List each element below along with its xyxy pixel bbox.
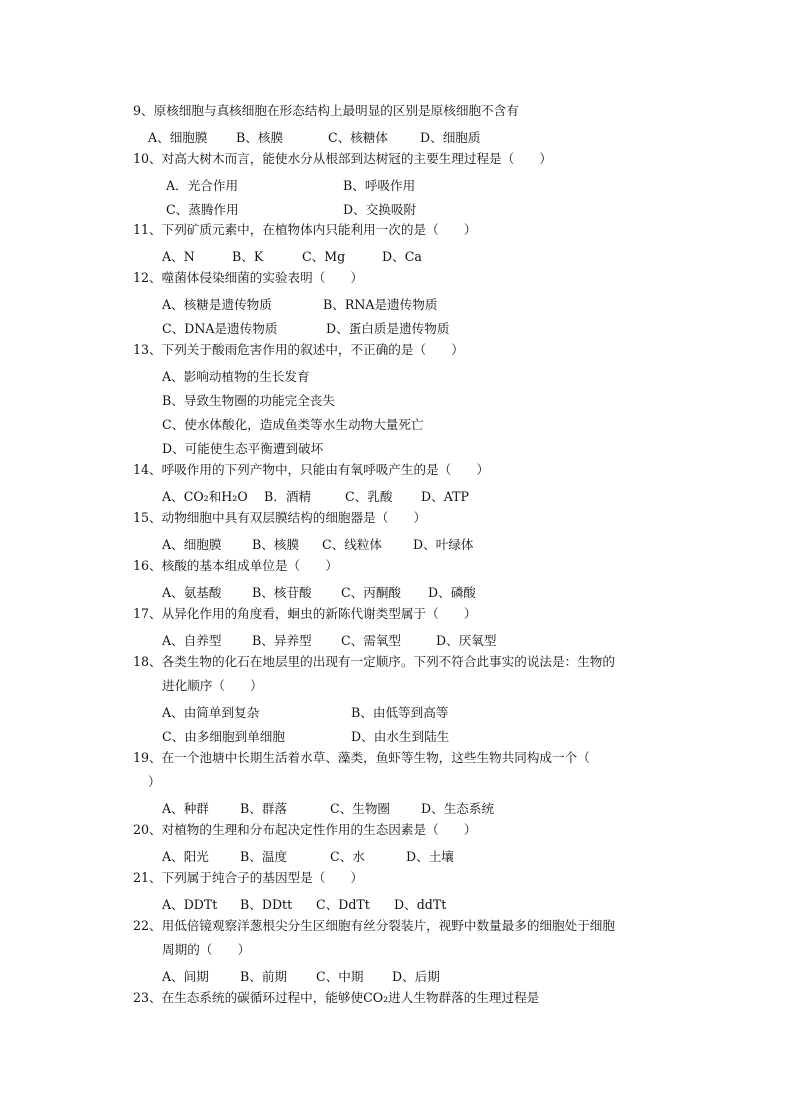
q13-option-d: D、可能使生态平衡遭到破坏 — [162, 441, 324, 456]
q22-option-c: C、中期 — [316, 969, 364, 984]
question-9-stem: 9、原核细胞与真核细胞在形态结构上最明显的区别是原核细胞不含有 — [133, 103, 519, 118]
q11-option-a: A、N — [162, 249, 195, 264]
q15-option-a: A、细胞膜 — [162, 537, 222, 552]
q16-option-a: A、氨基酸 — [162, 585, 222, 600]
q9-option-c: C、核糖体 — [328, 130, 389, 145]
q22-option-b: B、前期 — [240, 969, 288, 984]
question-18-stem-continued: 进化顺序（ ） — [162, 678, 263, 693]
q18-option-a: A、由简单到复杂 — [162, 705, 260, 720]
q17-option-a: A、自养型 — [162, 633, 222, 648]
q10-option-d: D、交换吸附 — [343, 202, 417, 217]
question-12-stem: 12、噬菌体侵染细菌的实验表明（ ） — [133, 270, 364, 285]
question-11-stem: 11、下列矿质元素中，在植物体内只能利用一次的是（ ） — [133, 222, 477, 237]
q21-option-b: B、DDtt — [240, 897, 293, 912]
q20-option-d: D、土壤 — [406, 849, 454, 864]
question-23-stem: 23、在生态系统的碳循环过程中，能够使CO₂进人生物群落的生理过程是 — [133, 990, 540, 1005]
q11-option-b: B、K — [232, 249, 264, 264]
q18-option-d: D、由水生到陆生 — [351, 729, 450, 744]
question-15-stem: 15、动物细胞中具有双层膜结构的细胞器是（ ） — [133, 510, 427, 525]
q13-option-a: A、影响动植物的生长发育 — [162, 369, 310, 384]
q20-option-b: B、温度 — [240, 849, 288, 864]
q16-option-d: D、磷酸 — [428, 585, 476, 600]
question-13-stem: 13、下列关于酸雨危害作用的叙述中，不正确的是（ ） — [133, 342, 464, 357]
q13-option-c: C、使水体酸化，造成鱼类等水生动物大量死亡 — [162, 417, 424, 432]
question-14-stem: 14、呼吸作用的下列产物中，只能由有氧呼吸产生的是（ ） — [133, 462, 490, 477]
q14-option-b: B．酒精 — [264, 489, 312, 504]
q22-option-d: D、后期 — [392, 969, 440, 984]
q15-option-b: B、核膜 — [252, 537, 300, 552]
q19-option-a: A、种群 — [162, 801, 209, 816]
q20-option-a: A、阳光 — [162, 849, 209, 864]
q12-option-a: A、核糖是遗传物质 — [162, 297, 272, 312]
q16-option-c: C、丙酮酸 — [341, 585, 402, 600]
q14-option-a: A、CO₂和H₂O — [162, 489, 248, 504]
question-21-stem: 21、下列属于纯合子的基因型是（ ） — [133, 870, 364, 885]
q18-option-c: C、由多细胞到单细胞 — [162, 729, 285, 744]
question-20-stem: 20、对植物的生理和分布起决定性作用的生态因素是（ ） — [133, 822, 477, 837]
question-19-stem-continued: ） — [148, 774, 161, 789]
q14-option-d: D、ATP — [421, 489, 469, 504]
q10-option-c: C、蒸腾作用 — [166, 202, 239, 217]
question-18-stem: 18、各类生物的化石在地层里的出现有一定顺序。下列不符合此事实的说法是：生物的 — [133, 654, 615, 669]
q13-option-b: B、导致生物圈的功能完全丧失 — [162, 393, 335, 408]
q17-option-c: C、需氧型 — [341, 633, 402, 648]
q12-option-c: C、DNA是遗传物质 — [162, 321, 278, 336]
q18-option-b: B、由低等到高等 — [351, 705, 449, 720]
q17-option-b: B、异养型 — [252, 633, 312, 648]
q9-option-a: A、细胞膜 — [148, 130, 208, 145]
question-16-stem: 16、核酸的基本组成单位是（ ） — [133, 558, 338, 573]
q9-option-b: B、核膜 — [236, 130, 284, 145]
q15-option-c: C、线粒体 — [322, 537, 383, 552]
q19-option-c: C、生物圈 — [330, 801, 391, 816]
question-10-stem: 10、对高大树木而言，能使水分从根部到达树冠的主要生理过程是（ ） — [133, 151, 553, 166]
q21-option-c: C、DdTt — [316, 897, 370, 912]
q9-option-d: D、细胞质 — [420, 130, 481, 145]
q19-option-d: D、生态系统 — [421, 801, 495, 816]
q21-option-d: D、ddTt — [394, 897, 447, 912]
q11-option-c: C、Mg — [302, 249, 346, 264]
q20-option-c: C、水 — [330, 849, 365, 864]
question-22-stem: 22、用低倍镜观察洋葱根尖分生区细胞有丝分裂装片，视野中数量最多的细胞处于细胞 — [133, 918, 615, 933]
q17-option-d: D、厌氧型 — [436, 633, 497, 648]
question-17-stem: 17、从异化作用的角度看，蛔虫的新陈代谢类型属于（ ） — [133, 606, 477, 621]
question-22-stem-continued: 周期的（ ） — [162, 942, 251, 957]
question-19-stem: 19、在一个池塘中长期生活着水草、藻类，鱼虾等生物，这些生物共同构成一个（ — [133, 750, 590, 765]
q21-option-a: A、DDTt — [162, 897, 218, 912]
q19-option-b: B、群落 — [240, 801, 288, 816]
q22-option-a: A、间期 — [162, 969, 209, 984]
q10-option-b: B、呼吸作用 — [343, 178, 416, 193]
q10-option-a: A．光合作用 — [166, 178, 239, 193]
q15-option-d: D、叶绿体 — [413, 537, 474, 552]
q16-option-b: B、核苷酸 — [252, 585, 312, 600]
q12-option-b: B、RNA是遗传物质 — [323, 297, 438, 312]
q12-option-d: D、蛋白质是遗传物质 — [326, 321, 450, 336]
q14-option-c: C、乳酸 — [345, 489, 393, 504]
q11-option-d: D、Ca — [382, 249, 422, 264]
